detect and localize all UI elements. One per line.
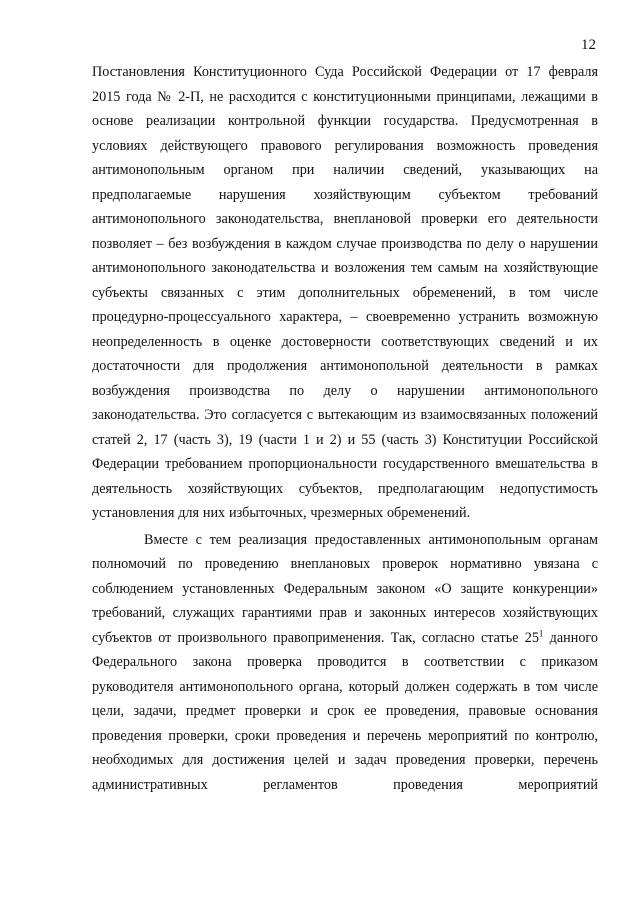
paragraph-2-text-after-footnote: данного Федерального закона проверка проводится в соответствии с приказом руководителя антимонопольного органа, который должен содержать в том числе цели, задачи, предмет проверки и срок ее проведения, правовые основания проведения проверки, сроки проведения и перечень мероприятий по контролю, необходимых для достижения целей и задач проведения проверки, перечень административных регламентов проведения мероприятий xyxy=(92,629,598,793)
paragraph-2-text-before-footnote: Вместе с тем реализация предоставленных антимонопольным органам полномочий по проведению внеплановых проверок нормативно увязана с соблюдением установленных Федеральным законом «О защите конкуренции» требований, служащих гарантиями прав и законных интересов хозяйствующих субъектов от произвольного правоприменения. Так, согласно статье 25 xyxy=(92,531,598,646)
paragraph-2 xyxy=(92,528,598,798)
document-body xyxy=(92,60,598,797)
article-superscript: 1 xyxy=(538,627,544,638)
paragraph-1: Постановления Конституционного Суда Российской Федерации от 17 февраля 2015 года № 2-П, не расходится с конституционными принципами, лежащими в основе реализации контрольной функции государства. Предусмотренная в условиях действующего правового регулирования возможность проведения антимонопольным органом при наличии сведений, указывающих на предполагаемые нарушения хозяйствующим субъектом требований антимонопольного законодательства, внеплановой проверки его деятельности позволяет – без возбуждения в каждом случае производства по делу о нарушении антимонопольного законодательства и возложения тем самым на хозяйствующие субъекты связанных с этим дополнительных обременений, в том числе процедурно-процессуального характера, – своевременно устранить возможную неопределенность в оценке достоверности соответствующих сведений и их достаточности для продолжения антимонопольной деятельности в рамках возбуждения производства по делу о нарушении антимонопольного законодательства. Это согласуется с вытекающим из взаимосвязанных положений статей 2, 17 (часть 3), 19 (части 1 и 2) и 55 (часть 3) Конституции Российской Федерации требованием пропорциональности государственного вмешательства в деятельность хозяйствующих субъектов, предполагающим недопустимость установления для них избыточных, чрезмерных обременений. xyxy=(92,64,598,521)
page-number: 12 xyxy=(581,37,596,53)
